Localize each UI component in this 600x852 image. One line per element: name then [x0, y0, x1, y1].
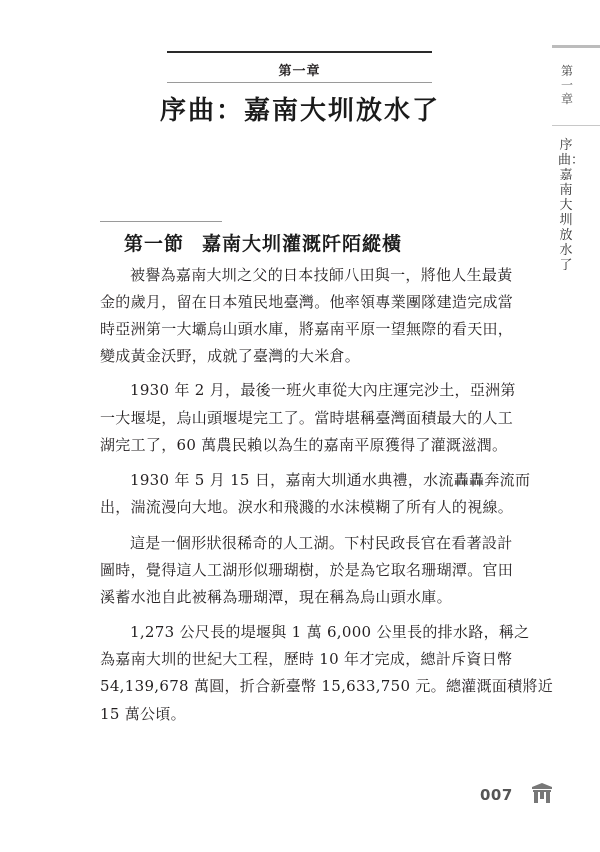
body-line: 圖時，覺得這人工湖形似珊瑚樹，於是為它取名珊瑚潭。官田	[100, 561, 514, 579]
body-line: 變成黃金沃野，成就了臺灣的大米倉。	[100, 347, 361, 365]
page-number: 007	[480, 786, 513, 804]
chapter-title: 序曲：嘉南大圳放水了	[159, 96, 440, 126]
body-line: 這是一個形狀很稀奇的人工湖。下村民政長官在看著設計	[130, 534, 513, 552]
body-line: 溪蓄水池自此被稱為珊瑚潭，現在稱為烏山頭水庫。	[100, 588, 452, 606]
side-tab-divider	[552, 125, 600, 126]
body-line: 1,273 公尺長的堤堰與 1 萬 6,000 公里長的排水路，稱之	[130, 623, 530, 641]
section-rule	[100, 221, 222, 222]
side-tab-title: 序曲：嘉南大圳放水了	[558, 138, 585, 273]
chapter-divider	[167, 82, 432, 83]
side-tab-strip	[552, 45, 600, 48]
section-title: 嘉南大圳灌溉阡陌縱橫	[202, 233, 403, 255]
body-line: 出，湍流漫向大地。淚水和飛濺的水沫模糊了所有人的視線。	[100, 498, 514, 516]
body-line: 1930 年 5 月 15 日，嘉南大圳通水典禮，水流轟轟奔流而	[130, 471, 531, 489]
body-line: 一大堰堤，烏山頭堰堤完工了。當時堪稱臺灣面積最大的人工	[100, 409, 514, 427]
section-number: 第一節	[124, 233, 185, 255]
chapter-top-rule	[167, 51, 432, 53]
building-icon	[530, 782, 554, 804]
body-line: 54,139,678 萬圓，折合新臺幣 15,633,750 元。總灌溉面積將近	[100, 677, 554, 695]
section-heading	[124, 229, 402, 256]
body-line: 1930 年 2 月，最後一班火車從大內庄運完沙土，亞洲第	[130, 381, 516, 399]
body-line: 湖完工了，60 萬農民賴以為生的嘉南平原獲得了灌溉滋潤。	[100, 436, 508, 454]
body-line: 金的歲月，留在日本殖民地臺灣。他率領專業團隊建造完成當	[100, 293, 514, 311]
body-line: 為嘉南大圳的世紀大工程，歷時 10 年才完成，總計斥資日幣	[100, 650, 513, 668]
chapter-label: 第一章	[278, 64, 321, 79]
body-line: 15 萬公頃。	[100, 705, 186, 723]
body-line: 時亞洲第一大壩烏山頭水庫，將嘉南平原一望無際的看天田，	[100, 320, 514, 338]
side-tab-chapter: 第一章	[560, 64, 573, 106]
body-line: 被譽為嘉南大圳之父的日本技師八田與一，將他人生最黃	[130, 266, 513, 284]
